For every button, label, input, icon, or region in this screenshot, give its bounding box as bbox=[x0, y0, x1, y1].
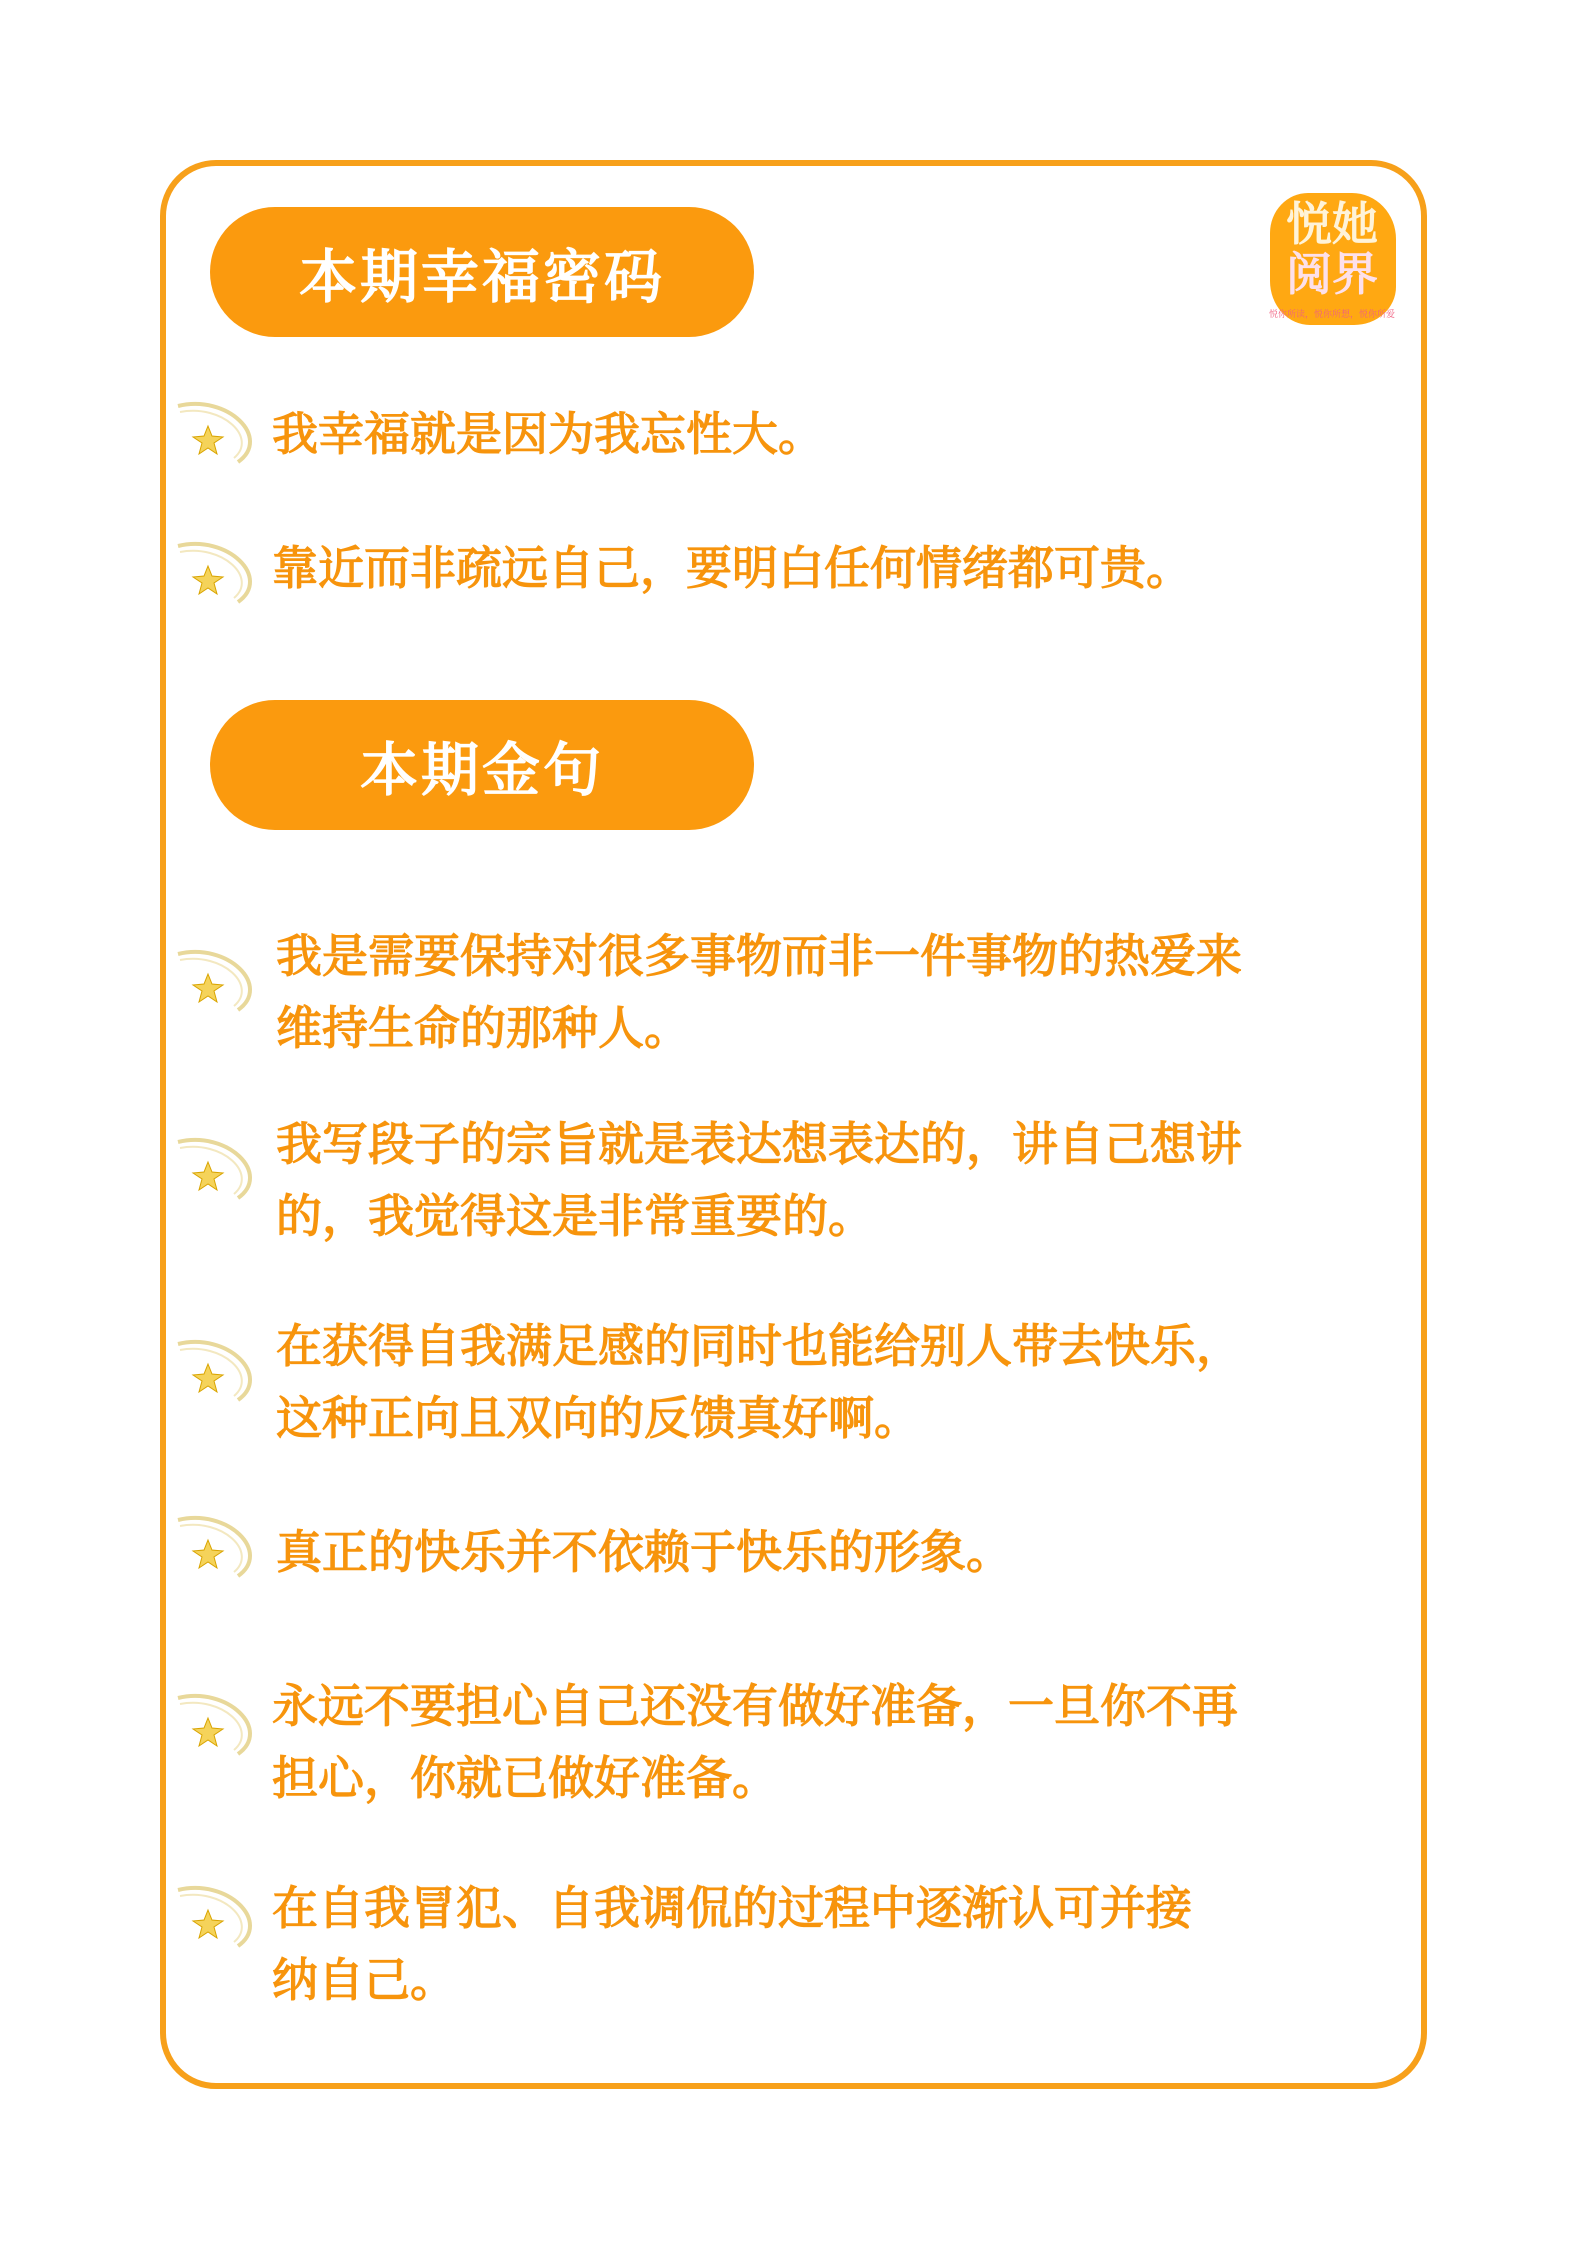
orbit-star-icon bbox=[168, 1134, 272, 1204]
orbit-star-icon bbox=[168, 398, 272, 468]
item-line: 这种正向且双向的反馈真好啊。 bbox=[276, 1391, 920, 1445]
orbit-star-icon bbox=[168, 1690, 272, 1760]
item-line: 在自我冒犯、自我调侃的过程中逐渐认可并接 bbox=[272, 1881, 1192, 1935]
section-title-golden-quotes: 本期金句 bbox=[210, 700, 754, 830]
item-line: 永远不要担心自己还没有做好准备，一旦你不再 bbox=[272, 1679, 1238, 1733]
orbit-star-icon bbox=[168, 1336, 272, 1406]
item-line: 的，我觉得这是非常重要的。 bbox=[276, 1189, 874, 1243]
item-line: 靠近而非疏远自己，要明白任何情绪都可贵。 bbox=[272, 541, 1192, 595]
item-line: 在获得自我满足感的同时也能给别人带去快乐， bbox=[276, 1319, 1242, 1373]
item-line: 我是需要保持对很多事物而非一件事物的热爱来 bbox=[276, 929, 1242, 983]
item-line: 我幸福就是因为我忘性大。 bbox=[272, 407, 824, 461]
item-line: 真正的快乐并不依赖于快乐的形象。 bbox=[276, 1525, 1012, 1579]
orbit-star-icon bbox=[168, 538, 272, 608]
logo-tagline: 悦你所读，悦你所想，悦你所爱 bbox=[1268, 310, 1395, 320]
orbit-star-icon bbox=[168, 1512, 272, 1582]
item-line: 我写段子的宗旨就是表达想表达的，讲自己想讲 bbox=[276, 1117, 1242, 1171]
orbit-star-icon bbox=[168, 946, 272, 1016]
item-line: 纳自己。 bbox=[272, 1953, 456, 2007]
item-line: 担心，你就已做好准备。 bbox=[272, 1751, 778, 1805]
logo-line-1: 悦她 bbox=[1286, 197, 1378, 251]
logo-line-2: 阅界 bbox=[1286, 247, 1378, 301]
brand-logo bbox=[1262, 193, 1402, 333]
item-line: 维持生命的那种人。 bbox=[276, 1001, 690, 1055]
orbit-star-icon bbox=[168, 1882, 272, 1952]
section-title-happiness-code: 本期幸福密码 bbox=[210, 207, 754, 337]
